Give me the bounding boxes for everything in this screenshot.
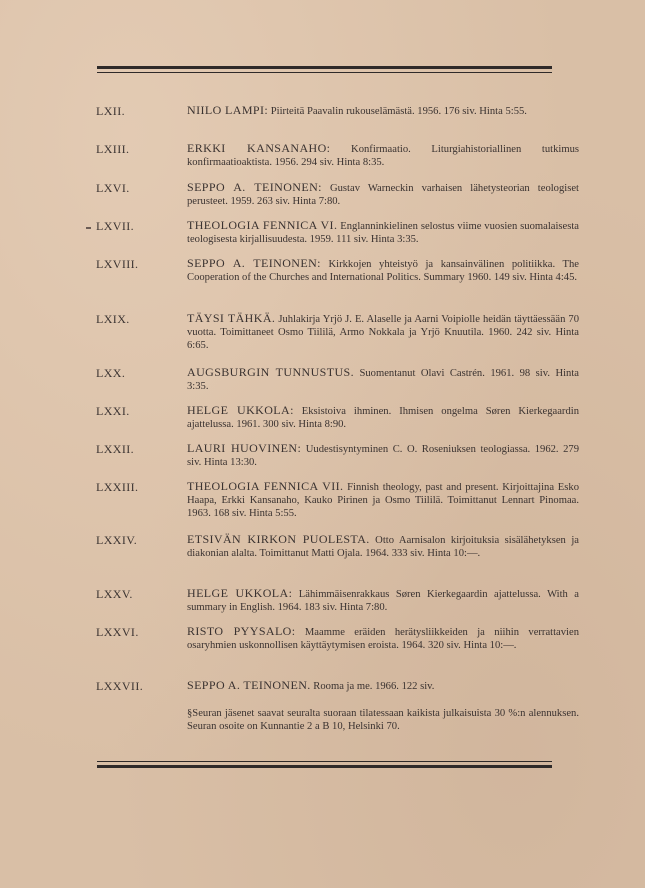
entry-number: LXXV. (96, 587, 133, 601)
entry-author: RISTO PYYSALO: (187, 624, 296, 638)
entry-author: SEPPO A. TEINONEN: (187, 180, 322, 194)
entry-author: SEPPO A. TEINONEN. (187, 678, 311, 692)
entry-text (187, 587, 579, 614)
entry-author: ETSIVÄN KIRKON PUOLESTA. (187, 532, 370, 546)
entry-number: LXX. (96, 366, 126, 380)
entry-text (187, 366, 579, 393)
entry-author: THEOLOGIA FENNICA VII. (187, 479, 344, 493)
entry-author: SEPPO A. TEINONEN: (187, 256, 321, 270)
entry-details: Kirkkojen yhteistyö ja kansainvälinen politiikka. The Cooperation of the Churches and International Politics. Summary 1960. 149 siv. Hinta 4:45. (187, 259, 579, 284)
margin-mark (86, 227, 91, 229)
entry-number: LXVIII. (96, 257, 139, 271)
entry-details: Eksistoiva ihminen. Ihmisen ongelma Søren Kierkegaardin ajattelussa. 1961. 300 siv. Hinta 8:90. (187, 406, 579, 431)
entry-number: LXVII. (96, 219, 135, 233)
entry-details: Konfirmaatio. Liturgiahistoriallinen tutkimus konfirmaatioaktista. 1956. 294 siv. Hinta 8:35. (187, 144, 579, 169)
entry-author: ERKKI KANSANAHO: (187, 141, 331, 155)
entry-author: THEOLOGIA FENNICA VI. (187, 218, 338, 232)
entry-details: Lähimmäisenrakkaus Søren Kierkegaardin ajattelussa. With a summary in English. 1964. 183 siv. Hinta 7:80. (187, 589, 579, 614)
entry-number: LXXI. (96, 404, 130, 418)
entry-details: Otto Aarnisalon kirjoituksia sisälähetyksen ja diakonian alalta. Toimittanut Matti Ojala. 1964. 333 siv. Hinta 10:—. (187, 535, 579, 560)
top-double-rule (97, 66, 552, 73)
entry-details: Gustav Warneckin varhaisen lähetysteorian teologiset perusteet. 1959. 263 siv. Hinta 7:80. (187, 183, 579, 208)
entry-details: Rooma ja me. 1966. 122 siv. (310, 681, 435, 692)
entry-number: LXXVI. (96, 625, 139, 639)
membership-note: §Seuran jäsenet saavat seuralta suoraan tilatessaan kaikista julkaisuista 30 %:n alennuksen. Seuran osoite on Kunnantie 2 a B 10, Helsinki 70. (187, 708, 579, 733)
entry-text (187, 480, 579, 521)
entry-text (187, 257, 579, 284)
bottom-double-rule (97, 761, 552, 768)
entry-text (187, 142, 579, 169)
entry-text (187, 533, 579, 560)
entry-text (187, 625, 579, 652)
entry-text (187, 104, 579, 118)
entry-number: LXXVII. (96, 679, 144, 693)
entry-number: LXXIII. (96, 480, 139, 494)
entry-author: HELGE UKKOLA: (187, 586, 293, 600)
entry-author: NIILO LAMPI: (187, 103, 269, 117)
entry-number: LXVI. (96, 181, 130, 195)
entry-author: LAURI HUOVINEN: (187, 441, 302, 455)
entry-details: Englanninkielinen selostus viime vuosien suomalaisesta teologisesta kirjallisuudesta. 1959. 111 siv. Hinta 3:35. (187, 221, 580, 246)
entry-details: Maamme eräiden herätysliikkeiden ja niihin verrattavien osaryhmien uskonnollisen käyttäytymisen eroista. 1964. 320 siv. Hinta 10:—. (187, 627, 579, 652)
entry-details: Suomentanut Olavi Castrén. 1961. 98 siv. Hinta 3:35. (187, 368, 579, 393)
entry-text (187, 181, 579, 208)
entry-author: HELGE UKKOLA: (187, 403, 294, 417)
entry-author: AUGSBURGIN TUNNUSTUS. (187, 365, 355, 379)
entry-text (187, 404, 579, 431)
entry-number: LXIII. (96, 142, 130, 156)
entry-text (187, 679, 579, 693)
entry-number: LXXIV. (96, 533, 138, 547)
entry-number: LXXII. (96, 442, 135, 456)
entry-text (187, 219, 579, 246)
entry-text (187, 442, 579, 469)
entry-number: LXIX. (96, 312, 130, 326)
entry-details: Finnish theology, past and present. Kirjoittajina Esko Haapa, Erkki Kansanaho, Kauko Pirinen ja Osmo Tiililä. Toimittanut Lennart Pinomaa. 1963. 168 siv. Hinta 5:55. (187, 482, 579, 520)
entry-number: LXII. (96, 104, 125, 118)
entry-details: Uudestisyntyminen C. O. Roseniuksen teologiassa. 1962. 279 siv. Hinta 13:30. (187, 444, 579, 469)
entry-details: Piirteitä Paavalin rukouselämästä. 1956. 176 siv. Hinta 5:55. (268, 106, 527, 117)
entry-text (187, 312, 579, 353)
entry-author: TÄYSI TÄHKÄ. (187, 311, 276, 325)
entry-details: Juhlakirja Yrjö J. E. Alaselle ja Aarni Voipiolle heidän täyttäessään 70 vuotta. Toimittaneet Osmo Tiililä, Armo Nokkala ja Yrjö Knuutila. 1960. 242 siv. Hinta 6:65. (187, 314, 579, 352)
